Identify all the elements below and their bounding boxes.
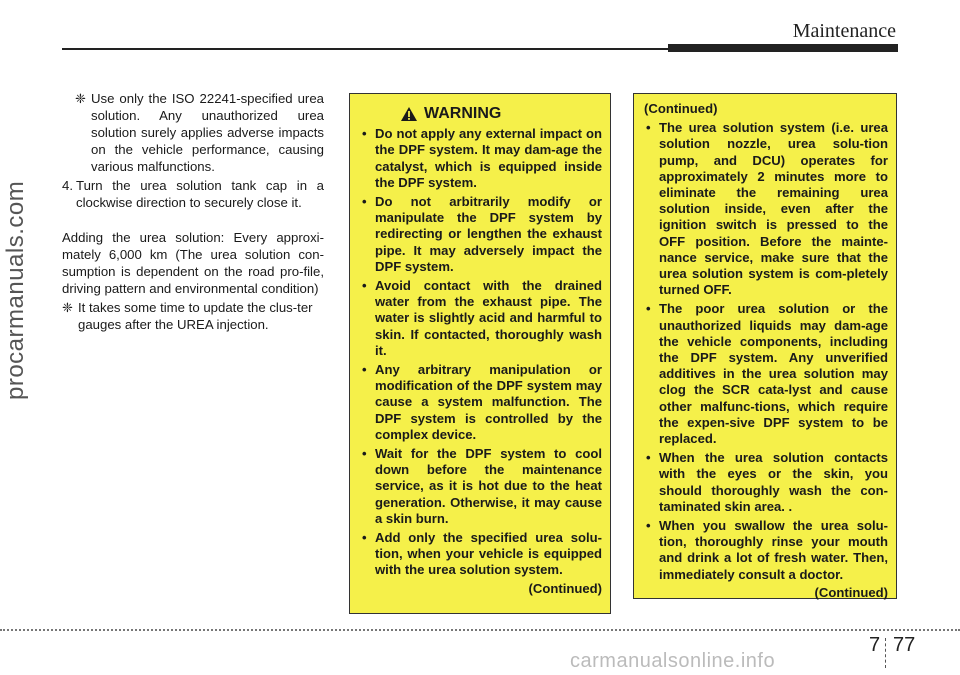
bullet-icon: • — [362, 446, 367, 462]
note-text: It takes some time to update the clus-ter gauges after the UREA injection. — [78, 300, 313, 332]
warning-list — [360, 126, 602, 578]
warning-item — [644, 120, 888, 298]
step-number: 4. — [62, 178, 73, 193]
bottom-watermark: carmanualsonline.info — [570, 650, 776, 672]
warning-item — [360, 362, 602, 443]
continued-label: (Continued) — [528, 580, 602, 596]
warning-continued-box — [633, 93, 897, 599]
warning-item — [360, 530, 602, 579]
bullet-icon: • — [646, 450, 651, 466]
warning-item-text: The urea solution system (i.e. urea solution nozzle, urea solu-tion pump, and DCU) operates for approximately 2 minutes more to eliminate the remaining urea solution inside, even after the ignition switch is pressed to the OFF position. Before the mainte-nance service, make sure that the urea solution system is com-pletely turned OFF. — [659, 120, 888, 298]
footer-rule — [0, 629, 960, 631]
warning-item-text: Add only the specified urea solu-tion, when your vehicle is equipped with the urea solution system. — [375, 530, 602, 578]
header-rule-accent — [668, 44, 898, 52]
bullet-icon: • — [646, 301, 651, 317]
warning-item — [360, 126, 602, 191]
step-text: Turn the urea solution tank cap in a clockwise direction to securely close it. — [76, 178, 324, 210]
warning-item — [360, 278, 602, 359]
warning-title: WARNING — [424, 105, 502, 122]
left-text-column — [62, 90, 324, 333]
warning-item — [644, 518, 888, 583]
continued-heading: (Continued) — [644, 101, 718, 116]
chapter-number: 7 — [869, 634, 881, 656]
warning-triangle-icon — [400, 106, 418, 122]
note-mark-icon: ❈ — [75, 91, 87, 106]
warning-box — [349, 93, 611, 614]
bullet-icon: • — [362, 194, 367, 210]
warning-item-text: Do not apply any external impact on the DPF system. It may dam-age the catalyst, which is equipped inside the DPF system. — [375, 126, 602, 190]
warning-item — [644, 301, 888, 447]
page-header-title: Maintenance — [792, 20, 896, 42]
bullet-icon: • — [362, 126, 367, 142]
bullet-icon: • — [362, 278, 367, 294]
warning-item — [360, 446, 602, 527]
page-number-divider — [885, 638, 887, 668]
warning-item-text: The poor urea solution or the unauthorized liquids may dam-age the vehicle components, including the DPF system. Any unverified additives in the urea solution may clog the SCR cata-lyst and cause other malfunc-tions, which require the expen-sive DPF system to be replaced. — [659, 301, 888, 447]
warning-item-text: Do not arbitrarily modify or manipulate the DPF system by redirecting or lengthen the exhaust pipe. It may adversely impact the DPF system. — [375, 194, 602, 274]
refill-interval-paragraph: Adding the urea solution: Every approxi-mately 6,000 km (The urea solution con-sumption is dependent on the road pro-file, driving pattern and environmental condition) — [62, 230, 324, 296]
note-mark-icon: ❈ — [62, 300, 74, 315]
warning-item-text: Avoid contact with the drained water from the exhaust pipe. The water is slightly acid and harmful to skin. If contacted, thoroughly wash it. — [375, 278, 602, 358]
warning-item-text: Any arbitrary manipulation or modification of the DPF system may cause a system malfunction. The DPF system is controlled by the complex device. — [375, 362, 602, 442]
step-4 — [62, 177, 324, 211]
warning-item-text: Wait for the DPF system to cool down before the maintenance service, as it is hot due to the heat generation. Otherwise, it may cause a skin burn. — [375, 446, 602, 526]
bullet-icon: • — [362, 362, 367, 378]
warning-item-text: When the urea solution contacts with the eyes or the skin, you should thoroughly wash the con-taminated skin area. . — [659, 450, 888, 514]
warning-heading — [400, 106, 602, 122]
side-watermark: procarmanuals.com — [2, 180, 29, 400]
bullet-icon: • — [646, 120, 651, 136]
note-iso-urea — [62, 90, 324, 175]
warning-item — [360, 194, 602, 275]
continued-label: (Continued) — [814, 584, 888, 600]
warning-item — [644, 450, 888, 515]
bullet-icon: • — [362, 530, 367, 546]
note-cluster-update — [62, 299, 324, 333]
note-text: Use only the ISO 22241-specified urea solution. Any unauthorized urea solution surely applies adverse impacts on the vehicle performance, causing various malfunctions. — [91, 91, 324, 174]
warning-list — [644, 120, 888, 583]
warning-item-text: When you swallow the urea solu-tion, thoroughly rinse your mouth and drink a lot of fresh water. Then, immediately consult a doctor. — [659, 518, 888, 582]
bullet-icon: • — [646, 518, 651, 534]
header-rule — [62, 48, 672, 50]
page-number: 77 — [893, 634, 916, 656]
